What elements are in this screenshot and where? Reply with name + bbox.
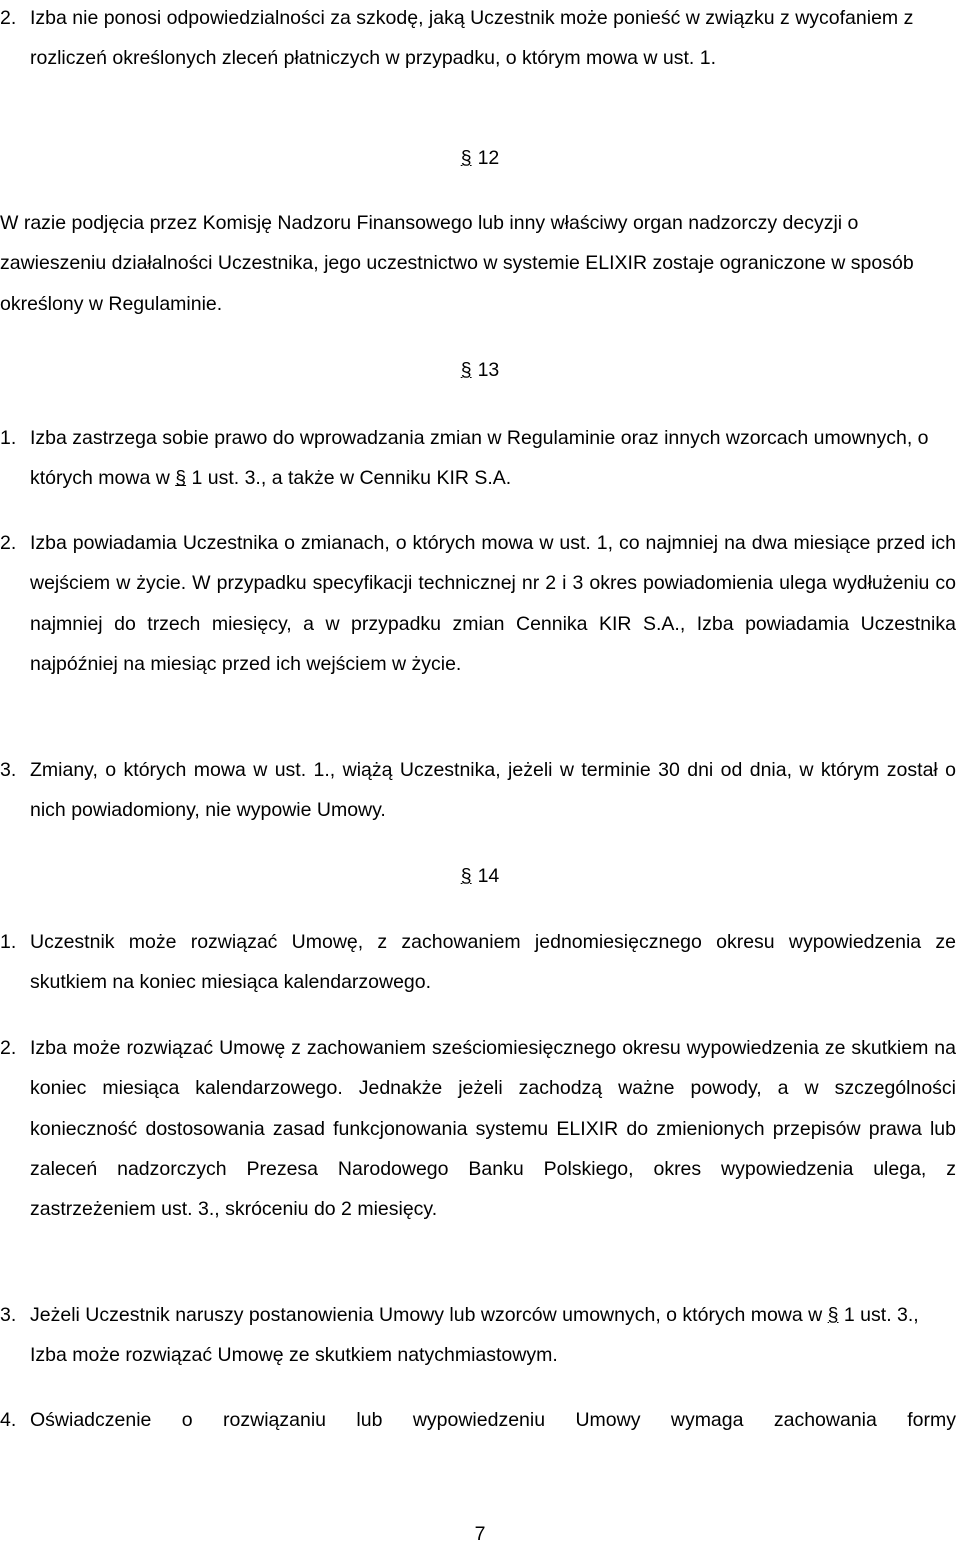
paragraph-13-2 xyxy=(0,523,956,684)
paragraph-14-3 xyxy=(0,1295,956,1376)
paragraph-number: 1. xyxy=(0,931,17,953)
section-heading-13 xyxy=(0,355,960,385)
section-symbol: § xyxy=(827,1304,839,1326)
section-symbol: § xyxy=(460,865,472,887)
paragraph-number: 4. xyxy=(0,1409,17,1431)
paragraph-number: 3. xyxy=(0,1304,17,1326)
section-number: 14 xyxy=(477,865,500,887)
paragraph-number: 3. xyxy=(0,759,17,781)
paragraph-13-3 xyxy=(0,750,956,831)
paragraph-text-b: 1 ust. 3., Izba może rozwiązać Umowę ze skutkiem natychmiastowym. xyxy=(30,1304,919,1367)
paragraph-number: 2. xyxy=(0,1037,17,1059)
paragraph-text-a: Izba zastrzega sobie prawo do wprowadzania zmian w Regulaminie oraz innych wzorcach umownych, o których mowa w xyxy=(30,427,929,490)
section-symbol: § xyxy=(460,359,472,381)
paragraph-text: Izba nie ponosi odpowiedzialności za szkodę, jaką Uczestnik może ponieść w związku z wycofaniem z rozliczeń określonych zleceń płatniczych w przypadku, o którym mowa w ust. 1. xyxy=(30,7,914,70)
paragraph-text-a: Jeżeli Uczestnik naruszy postanowienia Umowy lub wzorców umownych, o których mowa w xyxy=(30,1304,828,1326)
paragraph-14-2 xyxy=(0,1028,956,1229)
section-heading-12 xyxy=(0,143,960,173)
paragraph-14-1 xyxy=(0,922,956,1003)
paragraph-number: 2. xyxy=(0,532,17,554)
paragraph-text: Izba może rozwiązać Umowę z zachowaniem sześciomiesięcznego okresu wypowiedzenia ze skutkiem na koniec miesiąca kalendarzowego. Jednakże jeżeli zachodzą ważne powody, a w szczególności konieczność dostosowania zasad funkcjonowania systemu ELIXIR do zmienionych przepisów prawa lub zaleceń nadzorczych Prezesa Narodowego Banku Polskiego, okres wypowiedzenia ulega, z zastrzeżeniem ust. 3., skróceniu do 2 miesięcy. xyxy=(30,1037,956,1221)
section-symbol: § xyxy=(175,467,187,490)
section-number: 12 xyxy=(477,147,500,169)
paragraph-text-b: 1 ust. 3., a także w Cenniku KIR S.A. xyxy=(186,467,512,490)
section-symbol: § xyxy=(460,147,472,169)
paragraph-text: Uczestnik może rozwiązać Umowę, z zachowaniem jednomiesięcznego okresu wypowiedzenia ze skutkiem na koniec miesiąca kalendarzowego. xyxy=(30,931,956,994)
paragraph-14-4 xyxy=(0,1400,956,1440)
paragraph-11-2 xyxy=(0,0,956,79)
paragraph-text: Oświadczenie o rozwiązaniu lub wypowiedzeniu Umowy wymaga zachowania formy xyxy=(30,1409,956,1431)
page-number: 7 xyxy=(474,1523,486,1545)
paragraph-12 xyxy=(0,203,960,324)
section-heading-14 xyxy=(0,861,960,891)
paragraph-text: Zmiany, o których mowa w ust. 1., wiążą Uczestnika, jeżeli w terminie 30 dni od dnia, w którym został o nich powiadomiony, nie wypowie Umowy. xyxy=(30,759,956,822)
paragraph-text: W razie podjęcia przez Komisję Nadzoru Finansowego lub inny właściwy organ nadzorczy decyzji o zawieszeniu działalności Uczestnika, jego uczestnictwo w systemie ELIXIR zostaje ograniczone w sposób określony w Regulaminie. xyxy=(0,212,914,315)
paragraph-number: 1. xyxy=(0,427,17,449)
paragraph-text: Izba powiadamia Uczestnika o zmianach, o których mowa w ust. 1, co najmniej na dwa miesiące przed ich wejściem w życie. W przypadku specyfikacji technicznej nr 2 i 3 okres powiadomienia ulega wydłużeniu co najmniej do trzech miesięcy, a w przypadku zmian Cennika KIR S.A., Izba powiadamia Uczestnika najpóźniej na miesiąc przed ich wejściem w życie. xyxy=(30,532,956,675)
paragraph-number: 2. xyxy=(0,7,17,29)
section-number: 13 xyxy=(477,359,500,381)
paragraph-13-1 xyxy=(0,418,956,499)
